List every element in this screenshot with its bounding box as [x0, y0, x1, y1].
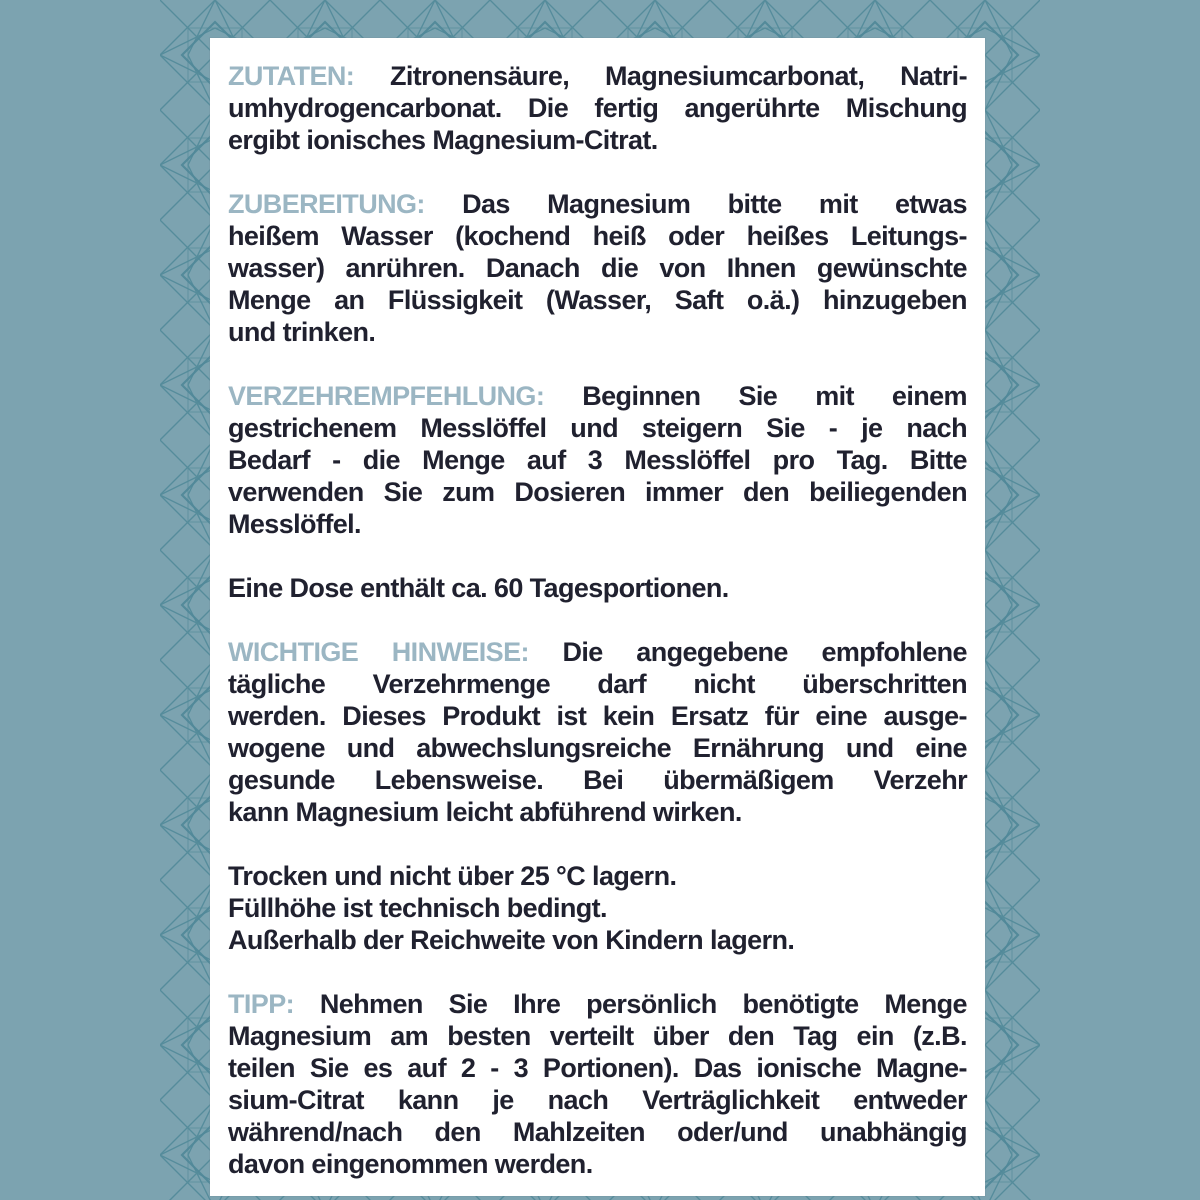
- word: -: [332, 445, 341, 475]
- word: Außerhalb: [228, 925, 357, 955]
- word: Menge: [228, 285, 311, 315]
- word: wasser): [228, 253, 325, 283]
- word: Tag: [793, 1021, 838, 1051]
- word: besten: [447, 1021, 531, 1051]
- word: übermäßigem: [663, 765, 834, 795]
- word: Die: [527, 93, 569, 123]
- word: bitte: [727, 189, 782, 219]
- word: verteilt: [549, 1021, 634, 1051]
- word: Ersatz: [670, 701, 749, 731]
- word: die: [362, 445, 400, 475]
- word: Eine: [228, 573, 283, 603]
- text-line: [228, 380, 967, 412]
- word: Dieses: [342, 701, 426, 731]
- word: Verträglichkeit: [642, 1085, 820, 1115]
- text-line: [228, 572, 967, 604]
- word: heißem: [228, 221, 319, 251]
- word: o.ä.): [746, 285, 800, 315]
- word: kann: [228, 797, 289, 827]
- word: ein: [856, 1021, 894, 1051]
- word: trinken.: [282, 317, 376, 347]
- section-heading: WICHTIGE: [228, 637, 359, 667]
- word: je: [861, 413, 883, 443]
- text-line: [228, 124, 967, 156]
- text-line: [228, 1052, 967, 1084]
- word: Portionen).: [542, 1053, 679, 1083]
- word: Sie: [383, 477, 423, 507]
- text-line: [228, 700, 967, 732]
- word: Zitronensäure,: [390, 61, 570, 91]
- word: kann: [397, 1085, 459, 1115]
- text-line: [228, 316, 967, 348]
- word: ist: [556, 701, 587, 731]
- word: und: [845, 733, 894, 763]
- word: Kindern: [605, 925, 704, 955]
- word: eingenommen: [311, 1149, 488, 1179]
- word: den: [434, 1117, 481, 1147]
- word: Magne-: [876, 1053, 967, 1083]
- text-line: [228, 668, 967, 700]
- word: verwenden: [228, 477, 364, 507]
- word: nach: [906, 413, 967, 443]
- word: technisch: [379, 893, 500, 923]
- paragraph: [228, 860, 967, 956]
- word: gesunde: [228, 765, 335, 795]
- word: abwechslungsreiche: [416, 733, 672, 763]
- word: nicht: [693, 669, 755, 699]
- word: (Wasser,: [545, 285, 652, 315]
- word: Messlöffel: [420, 413, 547, 443]
- word: 2: [460, 1053, 476, 1083]
- word: teilen: [228, 1053, 295, 1083]
- word: eine: [915, 733, 967, 763]
- section-heading: VERZEHREMPFEHLUNG:: [228, 381, 545, 411]
- word: bedingt.: [506, 893, 607, 923]
- word: -: [490, 1053, 499, 1083]
- word: 3: [587, 445, 603, 475]
- word: wogene: [228, 733, 325, 763]
- word: Ihnen: [726, 253, 796, 283]
- word: auf: [407, 1053, 446, 1083]
- word: anrühren.: [345, 253, 465, 283]
- word: Das: [462, 189, 510, 219]
- word: ausge-: [883, 701, 967, 731]
- word: den: [743, 477, 790, 507]
- word: werden.: [494, 1149, 593, 1179]
- word: nach: [547, 1085, 609, 1115]
- section-heading: TIPP:: [228, 989, 295, 1019]
- word: und: [570, 413, 618, 443]
- text-line: [228, 220, 967, 252]
- word: Sie: [766, 413, 805, 443]
- word: unabhängig: [819, 1117, 967, 1147]
- word: leicht: [445, 797, 513, 827]
- text-line: [228, 252, 967, 284]
- text-line: [228, 636, 967, 668]
- word: 60: [493, 573, 523, 603]
- section-heading: HINWEISE:: [391, 637, 529, 667]
- word: werden.: [228, 701, 326, 731]
- text-line: [228, 892, 967, 924]
- word: Saft: [674, 285, 724, 315]
- word: Menge: [884, 989, 967, 1019]
- word: ionisches: [306, 125, 426, 155]
- word: Natri-: [900, 61, 967, 91]
- word: je: [492, 1085, 514, 1115]
- word: enthält: [360, 573, 445, 603]
- word: der: [363, 925, 404, 955]
- word: Ernährung: [692, 733, 824, 763]
- word: von: [659, 253, 706, 283]
- word: abführend: [519, 797, 647, 827]
- word: benötigte: [742, 989, 859, 1019]
- word: Sie: [738, 381, 778, 411]
- label-paragraphs: [228, 60, 967, 1180]
- word: auf: [526, 445, 566, 475]
- paragraph: [228, 60, 967, 156]
- text-line: [228, 284, 967, 316]
- word: Ihre: [513, 989, 561, 1019]
- word: Leitungs-: [850, 221, 967, 251]
- word: -: [828, 413, 838, 443]
- word: °C: [556, 861, 586, 891]
- text-line: [228, 1116, 967, 1148]
- word: zum: [442, 477, 495, 507]
- word: mit: [815, 381, 854, 411]
- label-text-panel: [210, 38, 985, 1196]
- word: Sie: [448, 989, 488, 1019]
- word: für: [764, 701, 799, 731]
- word: Magnesium-Citrat.: [432, 125, 658, 155]
- word: wirken.: [652, 797, 742, 827]
- word: 25: [520, 861, 550, 891]
- section-heading: ZUTATEN:: [228, 61, 355, 91]
- word: ca.: [451, 573, 488, 603]
- word: hinzugeben: [822, 285, 967, 315]
- text-line: [228, 1020, 967, 1052]
- text-line: [228, 60, 967, 92]
- word: angegebene: [636, 637, 788, 667]
- text-line: [228, 1084, 967, 1116]
- word: Flüssigkeit: [387, 285, 523, 315]
- word: umhydrogencarbonat.: [228, 93, 502, 123]
- word: etwas: [894, 189, 967, 219]
- word: Mahlzeiten: [512, 1117, 645, 1147]
- word: kein: [602, 701, 655, 731]
- word: Dosieren: [514, 477, 626, 507]
- word: die: [600, 253, 639, 283]
- text-line: [228, 476, 967, 508]
- word: (kochend: [455, 221, 571, 251]
- text-line: [228, 860, 967, 892]
- word: und: [334, 861, 382, 891]
- word: Bei: [583, 765, 624, 795]
- word: gewünschte: [816, 253, 967, 283]
- text-line: [228, 988, 967, 1020]
- word: Das: [693, 1053, 742, 1083]
- word: über: [652, 1021, 709, 1051]
- word: und: [228, 317, 276, 347]
- word: angerührte: [684, 93, 820, 123]
- word: Bedarf: [228, 445, 310, 475]
- paragraph: [228, 636, 967, 828]
- text-line: [228, 924, 967, 956]
- text-line: [228, 508, 967, 540]
- word: Magnesium: [547, 189, 691, 219]
- word: Die: [562, 637, 603, 667]
- word: einem: [891, 381, 967, 411]
- word: (z.B.: [912, 1021, 967, 1051]
- paragraph: [228, 988, 967, 1180]
- word: und: [346, 733, 395, 763]
- word: von: [552, 925, 599, 955]
- word: Reichweite: [410, 925, 546, 955]
- word: Magnesium: [228, 1021, 372, 1051]
- word: empfohlene: [821, 637, 967, 667]
- word: pro: [772, 445, 815, 475]
- word: persönlich: [586, 989, 717, 1019]
- word: entweder: [853, 1085, 967, 1115]
- text-line: [228, 1148, 967, 1180]
- word: Tagesportionen.: [529, 573, 729, 603]
- word: Bitte: [909, 445, 967, 475]
- word: Mischung: [845, 93, 967, 123]
- word: Füllhöhe: [228, 893, 336, 923]
- paragraph: [228, 572, 967, 604]
- word: Messlöffel.: [228, 509, 361, 539]
- word: Danach: [485, 253, 580, 283]
- word: über: [457, 861, 514, 891]
- word: es: [363, 1053, 393, 1083]
- text-line: [228, 412, 967, 444]
- word: beiliegenden: [809, 477, 967, 507]
- word: Verzehrmenge: [372, 669, 550, 699]
- word: davon: [228, 1149, 305, 1179]
- word: ergibt: [228, 125, 300, 155]
- word: mit: [818, 189, 858, 219]
- word: Magnesium: [295, 797, 439, 827]
- word: ist: [342, 893, 373, 923]
- word: oder/und: [677, 1117, 788, 1147]
- text-line: [228, 796, 967, 828]
- word: Nehmen: [319, 989, 423, 1019]
- word: Beginnen: [582, 381, 701, 411]
- text-line: [228, 732, 967, 764]
- word: heiß: [592, 221, 646, 251]
- word: Trocken: [228, 861, 328, 891]
- word: tägliche: [228, 669, 326, 699]
- word: am: [390, 1021, 429, 1051]
- word: Verzehr: [873, 765, 967, 795]
- word: gestrichenem: [228, 413, 397, 443]
- word: sium-Citrat: [228, 1085, 364, 1115]
- word: steigern: [641, 413, 743, 443]
- text-line: [228, 92, 967, 124]
- word: überschritten: [802, 669, 967, 699]
- word: Magnesiumcarbonat,: [604, 61, 865, 91]
- word: Dose: [289, 573, 354, 603]
- word: Messlöffel: [624, 445, 751, 475]
- paragraph: [228, 188, 967, 348]
- text-line: [228, 444, 967, 476]
- word: oder: [668, 221, 725, 251]
- word: Lebensweise.: [374, 765, 544, 795]
- word: lagern.: [709, 925, 795, 955]
- text-line: [228, 188, 967, 220]
- word: Produkt: [442, 701, 541, 731]
- word: immer: [645, 477, 724, 507]
- text-line: [228, 764, 967, 796]
- word: eine: [815, 701, 868, 731]
- word: lagern.: [592, 861, 677, 891]
- word: Menge: [422, 445, 505, 475]
- word: Tag.: [836, 445, 888, 475]
- word: heißes: [746, 221, 829, 251]
- word: Wasser: [341, 221, 433, 251]
- paragraph: [228, 380, 967, 540]
- word: fertig: [594, 93, 659, 123]
- word: den: [727, 1021, 775, 1051]
- word: Sie: [309, 1053, 349, 1083]
- word: darf: [597, 669, 646, 699]
- word: ionische: [756, 1053, 862, 1083]
- word: während/nach: [228, 1117, 403, 1147]
- word: an: [334, 285, 365, 315]
- word: 3: [513, 1053, 528, 1083]
- word: nicht: [388, 861, 451, 891]
- section-heading: ZUBEREITUNG:: [228, 189, 425, 219]
